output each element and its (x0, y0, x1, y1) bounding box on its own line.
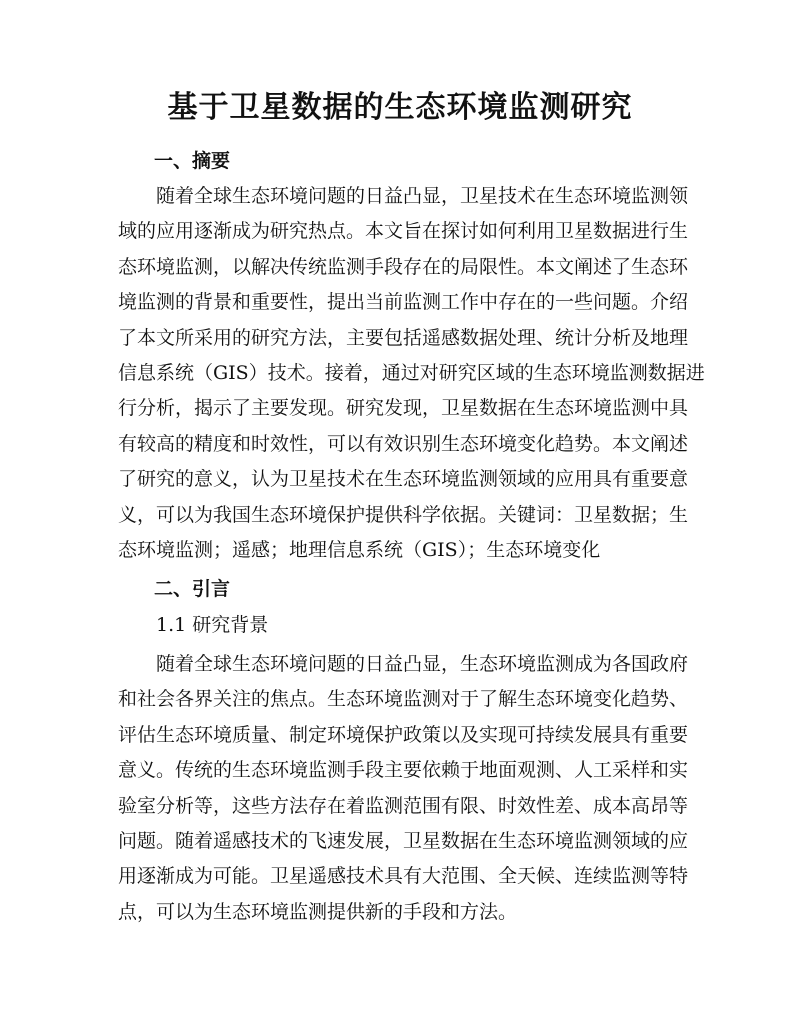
background-paragraph-line: 意义。传统的生态环境监测手段主要依赖于地面观测、人工采样和实 (118, 759, 689, 781)
abstract-paragraph-line: 行分析，揭示了主要发现。研究发现，卫星数据在生态环境监测中具 (118, 397, 689, 419)
section-heading-abstract: 一、摘要 (154, 150, 231, 172)
abstract-paragraph-line: 境监测的背景和重要性，提出当前监测工作中存在的一些问题。介绍 (118, 291, 689, 313)
document-title: 基于卫星数据的生态环境监测研究 (167, 90, 633, 125)
background-paragraph-line: 和社会各界关注的焦点。生态环境监测对于了解生态环境变化趋势、 (118, 688, 689, 710)
section-heading-introduction: 二、引言 (154, 578, 231, 600)
background-paragraph-line: 问题。随着遥感技术的飞速发展，卫星数据在生态环境监测领域的应 (118, 830, 689, 852)
abstract-paragraph-line: 随着全球生态环境问题的日益凸显，卫星技术在生态环境监测领 (156, 185, 689, 207)
background-paragraph-line: 随着全球生态环境问题的日益凸显，生态环境监测成为各国政府 (156, 653, 689, 675)
subsection-heading-background: 1.1 研究背景 (156, 614, 269, 636)
abstract-paragraph-line: 域的应用逐渐成为研究热点。本文旨在探讨如何利用卫星数据进行生 (118, 220, 689, 242)
abstract-paragraph-line: 义，可以为我国生态环境保护提供科学依据。关键词：卫星数据；生 (118, 504, 689, 526)
background-paragraph-line: 验室分析等，这些方法存在着监测范围有限、时效性差、成本高昂等 (118, 795, 689, 817)
abstract-paragraph-line: 了本文所采用的研究方法，主要包括遥感数据处理、统计分析及地理 (118, 327, 689, 349)
background-paragraph-line: 点，可以为生态环境监测提供新的手段和方法。 (118, 901, 518, 923)
background-paragraph-line: 用逐渐成为可能。卫星遥感技术具有大范围、全天候、连续监测等特 (118, 865, 689, 887)
abstract-paragraph-line: 态环境监测，以解决传统监测手段存在的局限性。本文阐述了生态环 (118, 256, 689, 278)
abstract-paragraph-line: 态环境监测；遥感；地理信息系统（GIS）；生态环境变化 (118, 539, 601, 561)
abstract-paragraph-line: 了研究的意义，认为卫星技术在生态环境监测领域的应用具有重要意 (118, 468, 689, 490)
background-paragraph-line: 评估生态环境质量、制定环境保护政策以及实现可持续发展具有重要 (118, 724, 689, 746)
abstract-paragraph-line: 有较高的精度和时效性，可以有效识别生态环境变化趋势。本文阐述 (118, 433, 689, 455)
abstract-paragraph-line: 信息系统（GIS）技术。接着，通过对研究区域的生态环境监测数据进 (118, 362, 705, 384)
